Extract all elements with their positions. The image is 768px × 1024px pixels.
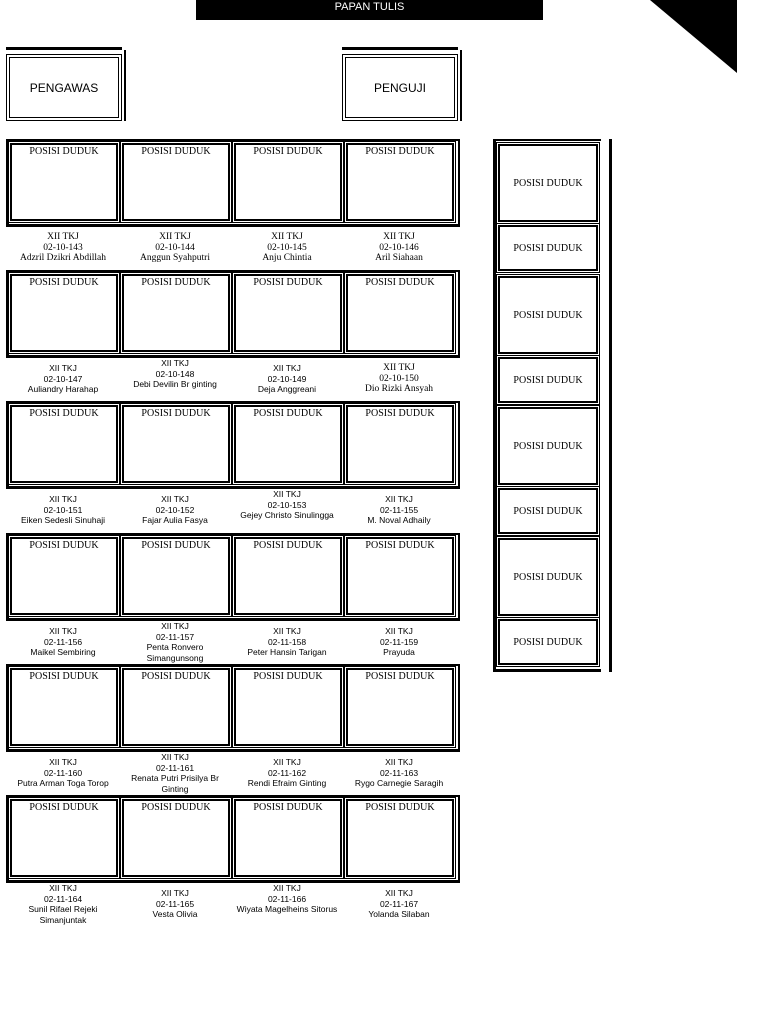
student-id: 02-11-156: [43, 636, 83, 647]
student-class: XII TKJ: [385, 494, 413, 504]
student-id: 02-11-165: [155, 898, 195, 909]
seat-box: [234, 405, 342, 483]
student-label: [119, 888, 231, 920]
seat-label: POSISI DUDUK: [29, 277, 99, 288]
student-name: Wiyata Magelheins Sitorus: [236, 904, 338, 914]
student-class: XII TKJ: [273, 757, 301, 767]
student-class: XII TKJ: [49, 363, 77, 373]
seat-label: POSISI DUDUK: [253, 146, 323, 157]
student-name: Maikel Sembiring: [30, 647, 96, 657]
student-id: 02-10-152: [155, 504, 195, 515]
seat-box: [122, 274, 230, 352]
student-label: [343, 232, 455, 264]
student-label: [231, 363, 343, 395]
student-id: 02-10-148: [155, 368, 195, 379]
side-seat-box: [498, 144, 598, 222]
seat-box: [346, 405, 454, 483]
student-id: 02-10-143: [43, 242, 83, 253]
side-seat-box: [498, 407, 598, 485]
row-border: [6, 270, 9, 358]
student-class: XII TKJ: [49, 757, 77, 767]
row-border: [6, 355, 460, 358]
seat-label: POSISI DUDUK: [253, 540, 323, 551]
student-label: [119, 358, 231, 390]
student-name: Vesta Olivia: [152, 909, 198, 919]
side-seat-label: POSISI DUDUK: [513, 571, 583, 583]
seat-label: POSISI DUDUK: [253, 671, 323, 682]
student-name: Renata Putri Prisilya Br Ginting: [131, 773, 219, 794]
student-name: Eiken Sedesli Sinuhaji: [20, 515, 106, 525]
supervisor-label: PENGAWAS: [6, 54, 122, 121]
student-label: [7, 883, 119, 925]
row-border: [458, 664, 460, 752]
student-name: Aril Siahaan: [375, 253, 423, 263]
student-class: XII TKJ: [385, 757, 413, 767]
student-label: [119, 621, 231, 663]
seat-label: POSISI DUDUK: [253, 408, 323, 419]
student-id: 02-11-164: [43, 893, 83, 904]
side-seat-box: [498, 276, 598, 354]
seat-label: POSISI DUDUK: [29, 802, 99, 813]
student-id: 02-10-147: [43, 373, 83, 384]
row-border: [458, 401, 460, 489]
student-name: M. Noval Adhaily: [367, 515, 431, 525]
side-seat-label: POSISI DUDUK: [513, 309, 583, 321]
side-column-bar: [609, 139, 612, 672]
row-border: [6, 795, 9, 883]
student-label: [231, 626, 343, 658]
seat-label: POSISI DUDUK: [365, 802, 435, 813]
seat-box: [10, 143, 118, 221]
seat-label: POSISI DUDUK: [365, 277, 435, 288]
student-label: [343, 626, 455, 658]
student-class: XII TKJ: [161, 888, 189, 898]
seat-label: POSISI DUDUK: [141, 277, 211, 288]
student-id: 02-11-160: [43, 767, 83, 778]
seat-row: [6, 139, 460, 227]
student-id: 02-11-166: [267, 893, 307, 904]
side-seat-label: POSISI DUDUK: [513, 636, 583, 648]
side-seat-label: POSISI DUDUK: [513, 440, 583, 452]
seat-label: POSISI DUDUK: [141, 146, 211, 157]
side-seat-column: [493, 139, 612, 672]
row-border: [6, 533, 460, 535]
seat-label: POSISI DUDUK: [253, 277, 323, 288]
student-id: 02-11-163: [379, 767, 419, 778]
student-class: XII TKJ: [161, 494, 189, 504]
row-border: [6, 795, 460, 797]
student-id: 02-10-151: [43, 504, 83, 515]
student-name: Gejey Christo Sinulingga: [240, 510, 334, 520]
row-border: [6, 664, 9, 752]
student-name: Fajar Aulia Fasya: [142, 515, 208, 525]
student-class: XII TKJ: [385, 888, 413, 898]
seat-box: [234, 537, 342, 615]
seat-box: [122, 668, 230, 746]
student-name: Peter Hansin Tarigan: [247, 647, 327, 657]
student-class: XII TKJ: [49, 626, 77, 636]
student-id: 02-11-159: [379, 636, 419, 647]
row-border: [6, 401, 460, 403]
seat-box: [122, 405, 230, 483]
side-seat-box: [498, 538, 598, 616]
student-class: XII TKJ: [383, 363, 415, 373]
student-label: [7, 757, 119, 789]
seat-box: [10, 537, 118, 615]
seat-label: POSISI DUDUK: [141, 671, 211, 682]
student-label: [119, 752, 231, 794]
student-label: [343, 757, 455, 789]
student-class: XII TKJ: [161, 752, 189, 762]
student-label: [343, 888, 455, 920]
seat-box: [10, 405, 118, 483]
student-name: Debi Devilin Br ginting: [133, 379, 217, 389]
student-label: [119, 494, 231, 526]
side-seat-box: [498, 619, 598, 665]
seat-row: [6, 401, 460, 489]
row-border: [6, 270, 460, 272]
row-border: [6, 139, 460, 141]
student-class: XII TKJ: [49, 494, 77, 504]
student-name: Deja Anggreani: [257, 384, 317, 394]
student-label: [7, 626, 119, 658]
seat-row: [6, 664, 460, 752]
seat-box: [234, 143, 342, 221]
seat-box: [234, 668, 342, 746]
student-label: [7, 494, 119, 526]
row-border: [6, 749, 460, 752]
seat-label: POSISI DUDUK: [141, 802, 211, 813]
examiner-label: PENGUJI: [342, 54, 458, 121]
side-seat-label: POSISI DUDUK: [513, 177, 583, 189]
student-id: 02-10-153: [267, 499, 307, 510]
examiner-box: [342, 47, 458, 121]
student-name: Anju Chintia: [262, 253, 312, 263]
student-id: 02-11-155: [379, 504, 419, 515]
student-class: XII TKJ: [47, 232, 79, 242]
student-id: 02-11-157: [155, 631, 195, 642]
seat-box: [122, 537, 230, 615]
student-id: 02-11-162: [267, 767, 307, 778]
student-class: XII TKJ: [273, 883, 301, 893]
side-seat-label: POSISI DUDUK: [513, 505, 583, 517]
seat-label: POSISI DUDUK: [29, 146, 99, 157]
student-name: Anggun Syahputri: [140, 253, 210, 263]
student-class: XII TKJ: [273, 363, 301, 373]
side-seat-box: [498, 357, 598, 403]
seat-label: POSISI DUDUK: [365, 408, 435, 419]
student-label: [7, 363, 119, 395]
seat-label: POSISI DUDUK: [141, 540, 211, 551]
student-label: [119, 232, 231, 264]
seat-label: POSISI DUDUK: [29, 408, 99, 419]
student-label: [343, 363, 455, 395]
student-class: XII TKJ: [383, 232, 415, 242]
student-name: Rendi Efraim Ginting: [247, 778, 327, 788]
whiteboard-title: PAPAN TULIS: [334, 1, 405, 13]
student-class: XII TKJ: [161, 621, 189, 631]
seat-box: [234, 274, 342, 352]
student-class: XII TKJ: [159, 232, 191, 242]
student-id: 02-11-161: [155, 762, 195, 773]
row-border: [458, 139, 460, 227]
student-name: Sunil Rifael Rejeki Simanjuntak: [28, 904, 98, 925]
student-name: Yolanda Silaban: [368, 909, 430, 919]
student-name: Adzril Dzikri Abdillah: [19, 253, 106, 263]
seat-box: [346, 799, 454, 877]
row-border: [6, 401, 9, 489]
seat-label: POSISI DUDUK: [365, 671, 435, 682]
student-id: 02-10-149: [267, 373, 307, 384]
student-name: Dio Rizki Ansyah: [364, 384, 434, 394]
whiteboard-banner: [196, 0, 543, 20]
seat-box: [346, 537, 454, 615]
seat-box: [346, 143, 454, 221]
seat-box: [10, 274, 118, 352]
student-name: Putra Arman Toga Torop: [17, 778, 109, 788]
row-border: [458, 270, 460, 358]
supervisor-box: [6, 47, 122, 121]
side-seat-box: [498, 225, 598, 271]
seat-box: [346, 274, 454, 352]
student-id: 02-11-158: [267, 636, 307, 647]
row-border: [6, 139, 9, 227]
student-name: Prayuda: [383, 647, 415, 657]
student-label: [343, 494, 455, 526]
seat-box: [10, 668, 118, 746]
seat-label: POSISI DUDUK: [141, 408, 211, 419]
student-id: 02-10-144: [155, 242, 195, 253]
seat-row: [6, 795, 460, 883]
student-name: Penta Ronvero Simangunsong: [146, 642, 204, 663]
seat-label: POSISI DUDUK: [29, 671, 99, 682]
side-seat-label: POSISI DUDUK: [513, 242, 583, 254]
side-seat-box: [498, 488, 598, 534]
seat-box: [346, 668, 454, 746]
student-id: 02-10-150: [379, 373, 419, 384]
seat-box: [234, 799, 342, 877]
student-id: 02-11-167: [379, 898, 419, 909]
seat-label: POSISI DUDUK: [365, 540, 435, 551]
student-label: [231, 232, 343, 264]
student-label: [231, 489, 343, 521]
row-border: [458, 795, 460, 883]
seat-label: POSISI DUDUK: [365, 146, 435, 157]
student-id: 02-10-145: [267, 242, 307, 253]
student-label: [231, 883, 343, 915]
row-border: [6, 664, 460, 666]
side-seat-label: POSISI DUDUK: [513, 374, 583, 386]
seat-box: [10, 799, 118, 877]
row-border: [458, 533, 460, 621]
seat-row: [6, 270, 460, 358]
student-class: XII TKJ: [271, 232, 303, 242]
seat-box: [122, 143, 230, 221]
corner-triangle: [650, 0, 737, 73]
seat-box: [122, 799, 230, 877]
row-border: [6, 533, 9, 621]
student-class: XII TKJ: [161, 358, 189, 368]
student-name: Rygo Carnegie Saragih: [354, 778, 444, 788]
seat-label: POSISI DUDUK: [253, 802, 323, 813]
student-class: XII TKJ: [49, 883, 77, 893]
student-name: Auliandry Harahap: [27, 384, 99, 394]
student-class: XII TKJ: [273, 626, 301, 636]
seat-row: [6, 533, 460, 621]
student-id: 02-10-146: [379, 242, 419, 253]
student-label: [231, 757, 343, 789]
student-label: [7, 232, 119, 264]
row-border: [6, 618, 460, 621]
student-class: XII TKJ: [273, 489, 301, 499]
seat-label: POSISI DUDUK: [29, 540, 99, 551]
row-border: [6, 224, 460, 227]
student-class: XII TKJ: [385, 626, 413, 636]
